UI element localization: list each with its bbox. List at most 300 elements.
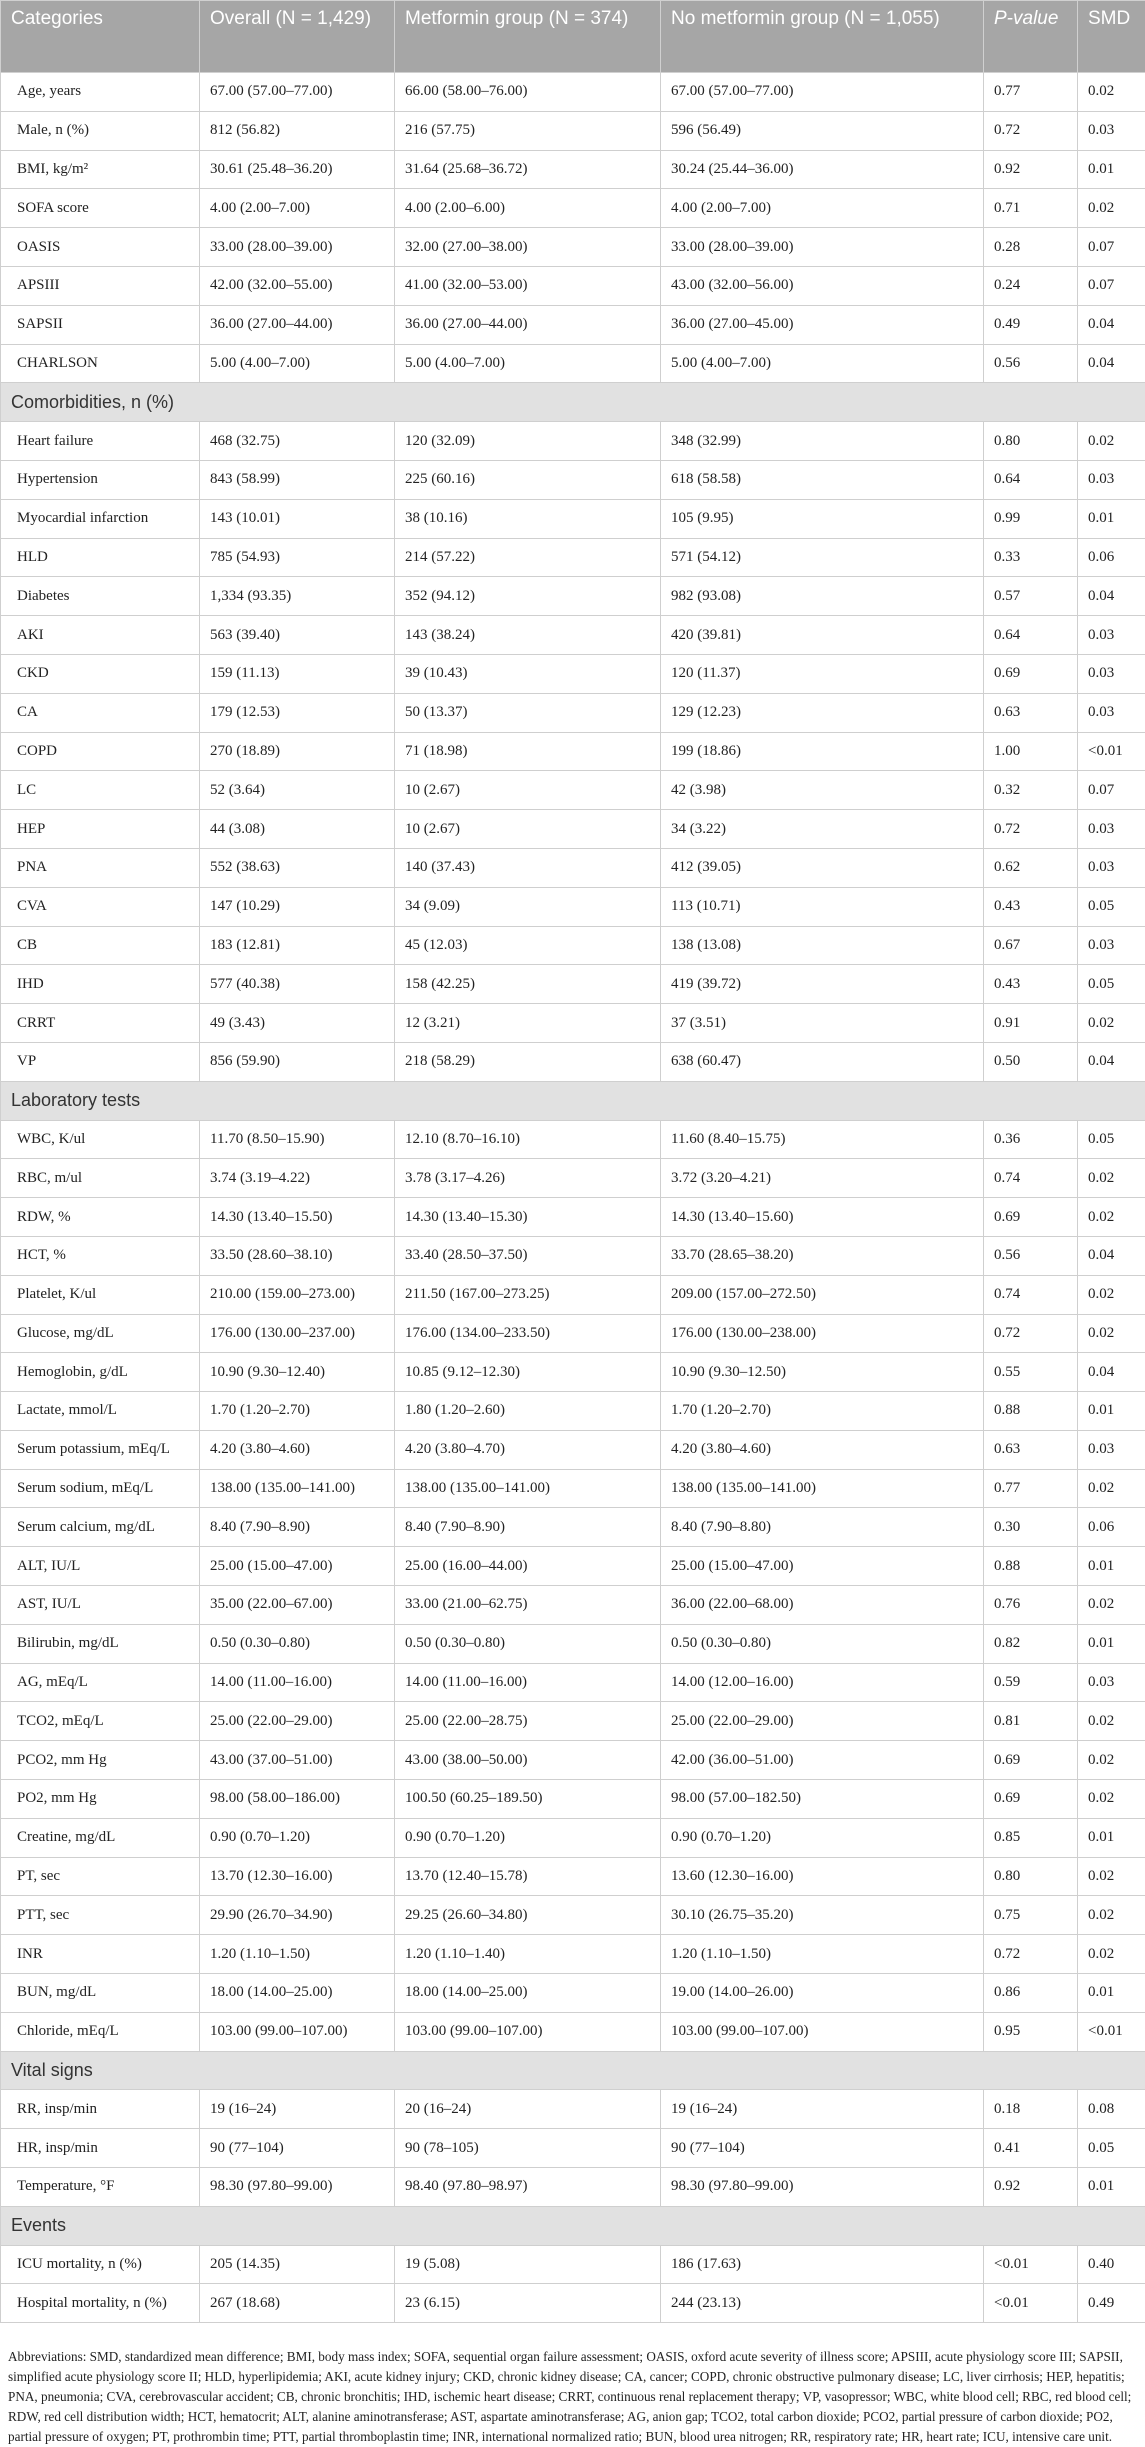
cell-smd: 0.04 xyxy=(1078,1236,1145,1275)
cell-category: Hemoglobin, g/dL xyxy=(1,1353,200,1392)
cell-overall: 5.00 (4.00–7.00) xyxy=(200,344,395,383)
cell-p-value: 0.81 xyxy=(984,1702,1078,1741)
cell-category: RR, insp/min xyxy=(1,2090,200,2129)
cell-category: CKD xyxy=(1,654,200,693)
cell-overall: 8.40 (7.90–8.90) xyxy=(200,1508,395,1547)
cell-p-value: 0.92 xyxy=(984,2168,1078,2207)
cell-p-value: 0.43 xyxy=(984,965,1078,1004)
cell-category: AKI xyxy=(1,616,200,655)
cell-smd: 0.01 xyxy=(1078,150,1145,189)
cell-overall: 812 (56.82) xyxy=(200,111,395,150)
cell-metformin: 33.40 (28.50–37.50) xyxy=(395,1236,661,1275)
cell-category: CRRT xyxy=(1,1004,200,1043)
cell-smd: 0.04 xyxy=(1078,305,1145,344)
cell-overall: 30.61 (25.48–36.20) xyxy=(200,150,395,189)
cell-smd: 0.02 xyxy=(1078,1314,1145,1353)
table-row xyxy=(1,189,1145,228)
cell-metformin: 38 (10.16) xyxy=(395,499,661,538)
cell-no-metformin: 30.10 (26.75–35.20) xyxy=(661,1896,984,1935)
cell-overall: 138.00 (135.00–141.00) xyxy=(200,1469,395,1508)
cell-overall: 267 (18.68) xyxy=(200,2284,395,2323)
cell-no-metformin: 3.72 (3.20–4.21) xyxy=(661,1159,984,1198)
cell-no-metformin: 0.50 (0.30–0.80) xyxy=(661,1624,984,1663)
cell-no-metformin: 36.00 (22.00–68.00) xyxy=(661,1586,984,1625)
cell-metformin: 143 (38.24) xyxy=(395,616,661,655)
cell-metformin: 214 (57.22) xyxy=(395,538,661,577)
cell-smd: 0.04 xyxy=(1078,1042,1145,1081)
table-row xyxy=(1,1702,1145,1741)
cell-no-metformin: 103.00 (99.00–107.00) xyxy=(661,2012,984,2051)
table-row xyxy=(1,577,1145,616)
cell-metformin: 10.85 (9.12–12.30) xyxy=(395,1353,661,1392)
section-label: Events xyxy=(1,2206,1145,2245)
cell-smd: 0.02 xyxy=(1078,1586,1145,1625)
cell-smd: 0.04 xyxy=(1078,344,1145,383)
cell-metformin: 14.30 (13.40–15.30) xyxy=(395,1198,661,1237)
cell-p-value: 0.92 xyxy=(984,150,1078,189)
cell-p-value: 0.69 xyxy=(984,654,1078,693)
table-row xyxy=(1,2090,1145,2129)
table-row xyxy=(1,305,1145,344)
cell-smd: 0.07 xyxy=(1078,266,1145,305)
cell-smd: 0.01 xyxy=(1078,2168,1145,2207)
cell-category: VP xyxy=(1,1042,200,1081)
cell-category: Temperature, °F xyxy=(1,2168,200,2207)
cell-metformin: 66.00 (58.00–76.00) xyxy=(395,73,661,112)
cell-metformin: 50 (13.37) xyxy=(395,693,661,732)
section-header-row xyxy=(1,2051,1145,2090)
cell-category: PO2, mm Hg xyxy=(1,1780,200,1819)
cell-no-metformin: 5.00 (4.00–7.00) xyxy=(661,344,984,383)
table-row xyxy=(1,1004,1145,1043)
cell-p-value: 0.28 xyxy=(984,228,1078,267)
cell-metformin: 4.00 (2.00–6.00) xyxy=(395,189,661,228)
table-row xyxy=(1,1430,1145,1469)
table-row xyxy=(1,1508,1145,1547)
cell-category: Age, years xyxy=(1,73,200,112)
cell-overall: 103.00 (99.00–107.00) xyxy=(200,2012,395,2051)
cell-p-value: 0.88 xyxy=(984,1392,1078,1431)
cell-metformin: 10 (2.67) xyxy=(395,810,661,849)
cell-no-metformin: 98.30 (97.80–99.00) xyxy=(661,2168,984,2207)
cell-overall: 36.00 (27.00–44.00) xyxy=(200,305,395,344)
cell-no-metformin: 36.00 (27.00–45.00) xyxy=(661,305,984,344)
cell-no-metformin: 42 (3.98) xyxy=(661,771,984,810)
table-row xyxy=(1,1120,1145,1159)
cell-p-value: 0.69 xyxy=(984,1741,1078,1780)
header-p-value-label: P-value xyxy=(994,8,1058,29)
cell-overall: 205 (14.35) xyxy=(200,2245,395,2284)
cell-smd: 0.03 xyxy=(1078,926,1145,965)
cell-overall: 210.00 (159.00–273.00) xyxy=(200,1275,395,1314)
table-row xyxy=(1,1042,1145,1081)
cell-metformin: 12.10 (8.70–16.10) xyxy=(395,1120,661,1159)
cell-no-metformin: 105 (9.95) xyxy=(661,499,984,538)
cell-overall: 29.90 (26.70–34.90) xyxy=(200,1896,395,1935)
cell-smd: 0.40 xyxy=(1078,2245,1145,2284)
cell-smd: 0.02 xyxy=(1078,1780,1145,1819)
cell-metformin: 18.00 (14.00–25.00) xyxy=(395,1974,661,2013)
cell-metformin: 216 (57.75) xyxy=(395,111,661,150)
cell-metformin: 8.40 (7.90–8.90) xyxy=(395,1508,661,1547)
cell-overall: 18.00 (14.00–25.00) xyxy=(200,1974,395,2013)
cell-metformin: 98.40 (97.80–98.97) xyxy=(395,2168,661,2207)
cell-smd: 0.02 xyxy=(1078,1198,1145,1237)
cell-overall: 44 (3.08) xyxy=(200,810,395,849)
table-row xyxy=(1,2168,1145,2207)
cell-smd: 0.08 xyxy=(1078,2090,1145,2129)
cell-overall: 33.50 (28.60–38.10) xyxy=(200,1236,395,1275)
table-row xyxy=(1,732,1145,771)
cell-category: Serum calcium, mg/dL xyxy=(1,1508,200,1547)
cell-no-metformin: 33.70 (28.65–38.20) xyxy=(661,1236,984,1275)
cell-overall: 176.00 (130.00–237.00) xyxy=(200,1314,395,1353)
cell-category: BMI, kg/m² xyxy=(1,150,200,189)
cell-p-value: 0.76 xyxy=(984,1586,1078,1625)
cell-no-metformin: 34 (3.22) xyxy=(661,810,984,849)
cell-category: Hospital mortality, n (%) xyxy=(1,2284,200,2323)
cell-no-metformin: 4.20 (3.80–4.60) xyxy=(661,1430,984,1469)
cell-metformin: 0.90 (0.70–1.20) xyxy=(395,1818,661,1857)
header-overall: Overall (N = 1,429) xyxy=(200,1,395,73)
cell-no-metformin: 10.90 (9.30–12.50) xyxy=(661,1353,984,1392)
cell-p-value: 0.59 xyxy=(984,1663,1078,1702)
cell-p-value: 0.49 xyxy=(984,305,1078,344)
cell-overall: 1.70 (1.20–2.70) xyxy=(200,1392,395,1431)
cell-category: Serum potassium, mEq/L xyxy=(1,1430,200,1469)
section-header-row xyxy=(1,2206,1145,2245)
cell-category: OASIS xyxy=(1,228,200,267)
cell-metformin: 31.64 (25.68–36.72) xyxy=(395,150,661,189)
cell-p-value: 0.57 xyxy=(984,577,1078,616)
cell-overall: 147 (10.29) xyxy=(200,887,395,926)
cell-no-metformin: 420 (39.81) xyxy=(661,616,984,655)
cell-overall: 4.20 (3.80–4.60) xyxy=(200,1430,395,1469)
table-row xyxy=(1,1857,1145,1896)
cell-p-value: 0.62 xyxy=(984,848,1078,887)
cell-metformin: 100.50 (60.25–189.50) xyxy=(395,1780,661,1819)
cell-category: AG, mEq/L xyxy=(1,1663,200,1702)
cell-overall: 14.00 (11.00–16.00) xyxy=(200,1663,395,1702)
cell-smd: 0.01 xyxy=(1078,1974,1145,2013)
table-row xyxy=(1,616,1145,655)
table-row xyxy=(1,111,1145,150)
cell-p-value: <0.01 xyxy=(984,2284,1078,2323)
cell-no-metformin: 14.30 (13.40–15.60) xyxy=(661,1198,984,1237)
cell-metformin: 3.78 (3.17–4.26) xyxy=(395,1159,661,1198)
cell-category: CVA xyxy=(1,887,200,926)
cell-smd: 0.07 xyxy=(1078,228,1145,267)
cell-smd: 0.01 xyxy=(1078,1392,1145,1431)
cell-category: Myocardial infarction xyxy=(1,499,200,538)
table-row xyxy=(1,2129,1145,2168)
cell-category: AST, IU/L xyxy=(1,1586,200,1625)
cell-metformin: 19 (5.08) xyxy=(395,2245,661,2284)
cell-overall: 159 (11.13) xyxy=(200,654,395,693)
cell-p-value: 0.50 xyxy=(984,1042,1078,1081)
cell-metformin: 103.00 (99.00–107.00) xyxy=(395,2012,661,2051)
cell-no-metformin: 37 (3.51) xyxy=(661,1004,984,1043)
cell-p-value: 0.18 xyxy=(984,2090,1078,2129)
cell-metformin: 41.00 (32.00–53.00) xyxy=(395,266,661,305)
cell-p-value: 0.80 xyxy=(984,1857,1078,1896)
cell-category: APSIII xyxy=(1,266,200,305)
cell-p-value: 0.43 xyxy=(984,887,1078,926)
cell-category: PCO2, mm Hg xyxy=(1,1741,200,1780)
cell-no-metformin: 30.24 (25.44–36.00) xyxy=(661,150,984,189)
cell-category: Lactate, mmol/L xyxy=(1,1392,200,1431)
cell-smd: 0.05 xyxy=(1078,1120,1145,1159)
cell-overall: 552 (38.63) xyxy=(200,848,395,887)
cell-p-value: 0.82 xyxy=(984,1624,1078,1663)
cell-smd: 0.02 xyxy=(1078,1741,1145,1780)
cell-overall: 3.74 (3.19–4.22) xyxy=(200,1159,395,1198)
cell-no-metformin: 0.90 (0.70–1.20) xyxy=(661,1818,984,1857)
cell-no-metformin: 129 (12.23) xyxy=(661,693,984,732)
table-header-row xyxy=(1,1,1145,73)
cell-overall: 14.30 (13.40–15.50) xyxy=(200,1198,395,1237)
cell-metformin: 12 (3.21) xyxy=(395,1004,661,1043)
cell-smd: 0.02 xyxy=(1078,1896,1145,1935)
cell-p-value: 0.86 xyxy=(984,1974,1078,2013)
table-row xyxy=(1,2012,1145,2051)
cell-category: RBC, m/ul xyxy=(1,1159,200,1198)
cell-overall: 0.50 (0.30–0.80) xyxy=(200,1624,395,1663)
cell-p-value: 0.72 xyxy=(984,1935,1078,1974)
cell-overall: 856 (59.90) xyxy=(200,1042,395,1081)
cell-category: PNA xyxy=(1,848,200,887)
cell-overall: 98.30 (97.80–99.00) xyxy=(200,2168,395,2207)
cell-overall: 35.00 (22.00–67.00) xyxy=(200,1586,395,1625)
cell-smd: 0.02 xyxy=(1078,1857,1145,1896)
cell-smd: <0.01 xyxy=(1078,2012,1145,2051)
table-row xyxy=(1,1159,1145,1198)
cell-no-metformin: 1.20 (1.10–1.50) xyxy=(661,1935,984,1974)
header-p-value xyxy=(984,1,1078,73)
cell-p-value: 0.74 xyxy=(984,1275,1078,1314)
cell-smd: 0.03 xyxy=(1078,654,1145,693)
cell-smd: 0.03 xyxy=(1078,1663,1145,1702)
cell-metformin: 225 (60.16) xyxy=(395,460,661,499)
cell-no-metformin: 419 (39.72) xyxy=(661,965,984,1004)
table-row xyxy=(1,460,1145,499)
cell-category: COPD xyxy=(1,732,200,771)
cell-smd: 0.03 xyxy=(1078,1430,1145,1469)
cell-category: Glucose, mg/dL xyxy=(1,1314,200,1353)
cell-smd: 0.03 xyxy=(1078,693,1145,732)
cell-category: LC xyxy=(1,771,200,810)
cell-overall: 143 (10.01) xyxy=(200,499,395,538)
cell-p-value: 0.80 xyxy=(984,422,1078,461)
cell-smd: 0.02 xyxy=(1078,1702,1145,1741)
cell-overall: 43.00 (37.00–51.00) xyxy=(200,1741,395,1780)
cell-smd: <0.01 xyxy=(1078,732,1145,771)
cell-overall: 563 (39.40) xyxy=(200,616,395,655)
cell-p-value: 0.99 xyxy=(984,499,1078,538)
cell-smd: 0.02 xyxy=(1078,189,1145,228)
cell-metformin: 5.00 (4.00–7.00) xyxy=(395,344,661,383)
cell-category: Heart failure xyxy=(1,422,200,461)
cell-metformin: 1.80 (1.20–2.60) xyxy=(395,1392,661,1431)
cell-no-metformin: 120 (11.37) xyxy=(661,654,984,693)
cell-smd: 0.01 xyxy=(1078,1547,1145,1586)
cell-no-metformin: 596 (56.49) xyxy=(661,111,984,150)
table-row xyxy=(1,150,1145,189)
cell-p-value: 0.64 xyxy=(984,616,1078,655)
cell-no-metformin: 176.00 (130.00–238.00) xyxy=(661,1314,984,1353)
cell-p-value: 0.72 xyxy=(984,111,1078,150)
cell-smd: 0.02 xyxy=(1078,1004,1145,1043)
table-row xyxy=(1,1624,1145,1663)
cell-smd: 0.02 xyxy=(1078,1275,1145,1314)
cell-p-value: 0.63 xyxy=(984,693,1078,732)
cell-category: ALT, IU/L xyxy=(1,1547,200,1586)
cell-category: IHD xyxy=(1,965,200,1004)
cell-smd: 0.02 xyxy=(1078,73,1145,112)
cell-metformin: 10 (2.67) xyxy=(395,771,661,810)
cell-category: Serum sodium, mEq/L xyxy=(1,1469,200,1508)
table-row xyxy=(1,1392,1145,1431)
header-metformin: Metformin group (N = 374) xyxy=(395,1,661,73)
cell-overall: 179 (12.53) xyxy=(200,693,395,732)
cell-no-metformin: 11.60 (8.40–15.75) xyxy=(661,1120,984,1159)
table-row xyxy=(1,1974,1145,2013)
cell-no-metformin: 14.00 (12.00–16.00) xyxy=(661,1663,984,1702)
cell-overall: 11.70 (8.50–15.90) xyxy=(200,1120,395,1159)
cell-metformin: 1.20 (1.10–1.40) xyxy=(395,1935,661,1974)
cell-no-metformin: 138.00 (135.00–141.00) xyxy=(661,1469,984,1508)
cell-no-metformin: 1.70 (1.20–2.70) xyxy=(661,1392,984,1431)
cell-category: WBC, K/ul xyxy=(1,1120,200,1159)
cell-overall: 52 (3.64) xyxy=(200,771,395,810)
cell-no-metformin: 90 (77–104) xyxy=(661,2129,984,2168)
cell-p-value: 0.63 xyxy=(984,1430,1078,1469)
cell-p-value: 0.69 xyxy=(984,1780,1078,1819)
table-row xyxy=(1,266,1145,305)
cell-category: Creatine, mg/dL xyxy=(1,1818,200,1857)
cell-metformin: 4.20 (3.80–4.70) xyxy=(395,1430,661,1469)
cell-category: PT, sec xyxy=(1,1857,200,1896)
cell-metformin: 36.00 (27.00–44.00) xyxy=(395,305,661,344)
cell-p-value: 0.55 xyxy=(984,1353,1078,1392)
cell-no-metformin: 244 (23.13) xyxy=(661,2284,984,2323)
cell-smd: 0.02 xyxy=(1078,422,1145,461)
cell-category: HCT, % xyxy=(1,1236,200,1275)
table-row xyxy=(1,926,1145,965)
cell-metformin: 29.25 (26.60–34.80) xyxy=(395,1896,661,1935)
cell-metformin: 71 (18.98) xyxy=(395,732,661,771)
table-row xyxy=(1,771,1145,810)
cell-smd: 0.04 xyxy=(1078,1353,1145,1392)
table-row xyxy=(1,1663,1145,1702)
cell-category: Bilirubin, mg/dL xyxy=(1,1624,200,1663)
cell-smd: 0.02 xyxy=(1078,1159,1145,1198)
cell-category: Hypertension xyxy=(1,460,200,499)
section-header-row xyxy=(1,1081,1145,1120)
cell-smd: 0.05 xyxy=(1078,887,1145,926)
table-row xyxy=(1,1780,1145,1819)
cell-p-value: 0.77 xyxy=(984,1469,1078,1508)
cell-no-metformin: 209.00 (157.00–272.50) xyxy=(661,1275,984,1314)
section-label: Vital signs xyxy=(1,2051,1145,2090)
cell-category: HR, insp/min xyxy=(1,2129,200,2168)
cell-p-value: 0.74 xyxy=(984,1159,1078,1198)
cell-category: Diabetes xyxy=(1,577,200,616)
cell-category: Platelet, K/ul xyxy=(1,1275,200,1314)
cell-overall: 183 (12.81) xyxy=(200,926,395,965)
cell-smd: 0.03 xyxy=(1078,111,1145,150)
table-row xyxy=(1,1198,1145,1237)
cell-no-metformin: 25.00 (22.00–29.00) xyxy=(661,1702,984,1741)
cell-no-metformin: 571 (54.12) xyxy=(661,538,984,577)
cell-no-metformin: 138 (13.08) xyxy=(661,926,984,965)
cell-p-value: 0.91 xyxy=(984,1004,1078,1043)
cell-category: HEP xyxy=(1,810,200,849)
cell-metformin: 39 (10.43) xyxy=(395,654,661,693)
cell-no-metformin: 25.00 (15.00–47.00) xyxy=(661,1547,984,1586)
table-row xyxy=(1,654,1145,693)
cell-no-metformin: 186 (17.63) xyxy=(661,2245,984,2284)
cell-p-value: 0.36 xyxy=(984,1120,1078,1159)
cell-metformin: 32.00 (27.00–38.00) xyxy=(395,228,661,267)
cell-no-metformin: 43.00 (32.00–56.00) xyxy=(661,266,984,305)
header-categories: Categories xyxy=(1,1,200,73)
cell-category: Male, n (%) xyxy=(1,111,200,150)
cell-overall: 270 (18.89) xyxy=(200,732,395,771)
abbreviations-footnote: Abbreviations: SMD, standardized mean difference; BMI, body mass index; SOFA, sequential organ failure assessment; OASIS, oxford acute severity of illness score; APSIII, acute physiology score III; SAPSII, simplified acute physiology score II; HLD, hyperlipidemia; AKI, acute kidney injury; CKD, chronic kidney disease; CA, cancer; COPD, chronic obstructive pulmonary disease; LC, liver cirrhosis; HEP, hepatitis; PNA, pneumonia; CVA, cerebrovascular accident; CB, chronic bronchitis; IHD, ischemic heart disease; CRRT, continuous renal replacement therapy; VP, vasopressor; WBC, white blood cell; RBC, red blood cell; RDW, red cell distribution width; HCT, hematocrit; ALT, alanine aminotransferase; AST, aspartate aminotransferase; AG, anion gap; TCO2, total carbon dioxide; PCO2, partial pressure of carbon dioxide; PO2, partial pressure of oxygen; PT, prothrombin time; PTT, partial thromboplastin time; INR, international normalized ratio; BUN, blood urea nitrogen; RR, respiratory rate; HR, heart rate; ICU, intensive care unit. xyxy=(8,2347,1140,2447)
cell-metformin: 352 (94.12) xyxy=(395,577,661,616)
section-label: Laboratory tests xyxy=(1,1081,1145,1120)
cell-metformin: 158 (42.25) xyxy=(395,965,661,1004)
cell-overall: 67.00 (57.00–77.00) xyxy=(200,73,395,112)
table-row xyxy=(1,1818,1145,1857)
cell-p-value: 0.64 xyxy=(984,460,1078,499)
table-row xyxy=(1,1896,1145,1935)
cell-smd: 0.05 xyxy=(1078,2129,1145,2168)
cell-no-metformin: 982 (93.08) xyxy=(661,577,984,616)
cell-metformin: 14.00 (11.00–16.00) xyxy=(395,1663,661,1702)
table-row xyxy=(1,1353,1145,1392)
cell-overall: 4.00 (2.00–7.00) xyxy=(200,189,395,228)
cell-p-value: 0.72 xyxy=(984,810,1078,849)
cell-metformin: 211.50 (167.00–273.25) xyxy=(395,1275,661,1314)
cell-metformin: 176.00 (134.00–233.50) xyxy=(395,1314,661,1353)
cell-metformin: 45 (12.03) xyxy=(395,926,661,965)
table-row xyxy=(1,499,1145,538)
cell-smd: 0.06 xyxy=(1078,538,1145,577)
table-row xyxy=(1,538,1145,577)
cell-metformin: 138.00 (135.00–141.00) xyxy=(395,1469,661,1508)
cell-metformin: 34 (9.09) xyxy=(395,887,661,926)
cell-metformin: 25.00 (22.00–28.75) xyxy=(395,1702,661,1741)
cell-no-metformin: 618 (58.58) xyxy=(661,460,984,499)
table-row xyxy=(1,810,1145,849)
cell-metformin: 23 (6.15) xyxy=(395,2284,661,2323)
cell-p-value: 0.72 xyxy=(984,1314,1078,1353)
section-header-row xyxy=(1,383,1145,422)
cell-no-metformin: 67.00 (57.00–77.00) xyxy=(661,73,984,112)
cell-no-metformin: 33.00 (28.00–39.00) xyxy=(661,228,984,267)
cell-overall: 1.20 (1.10–1.50) xyxy=(200,1935,395,1974)
cell-overall: 785 (54.93) xyxy=(200,538,395,577)
table-row xyxy=(1,2284,1145,2323)
cell-p-value: 0.56 xyxy=(984,1236,1078,1275)
cell-overall: 25.00 (15.00–47.00) xyxy=(200,1547,395,1586)
table-row xyxy=(1,1935,1145,1974)
cell-p-value: 0.95 xyxy=(984,2012,1078,2051)
cell-overall: 90 (77–104) xyxy=(200,2129,395,2168)
cell-p-value: 0.30 xyxy=(984,1508,1078,1547)
